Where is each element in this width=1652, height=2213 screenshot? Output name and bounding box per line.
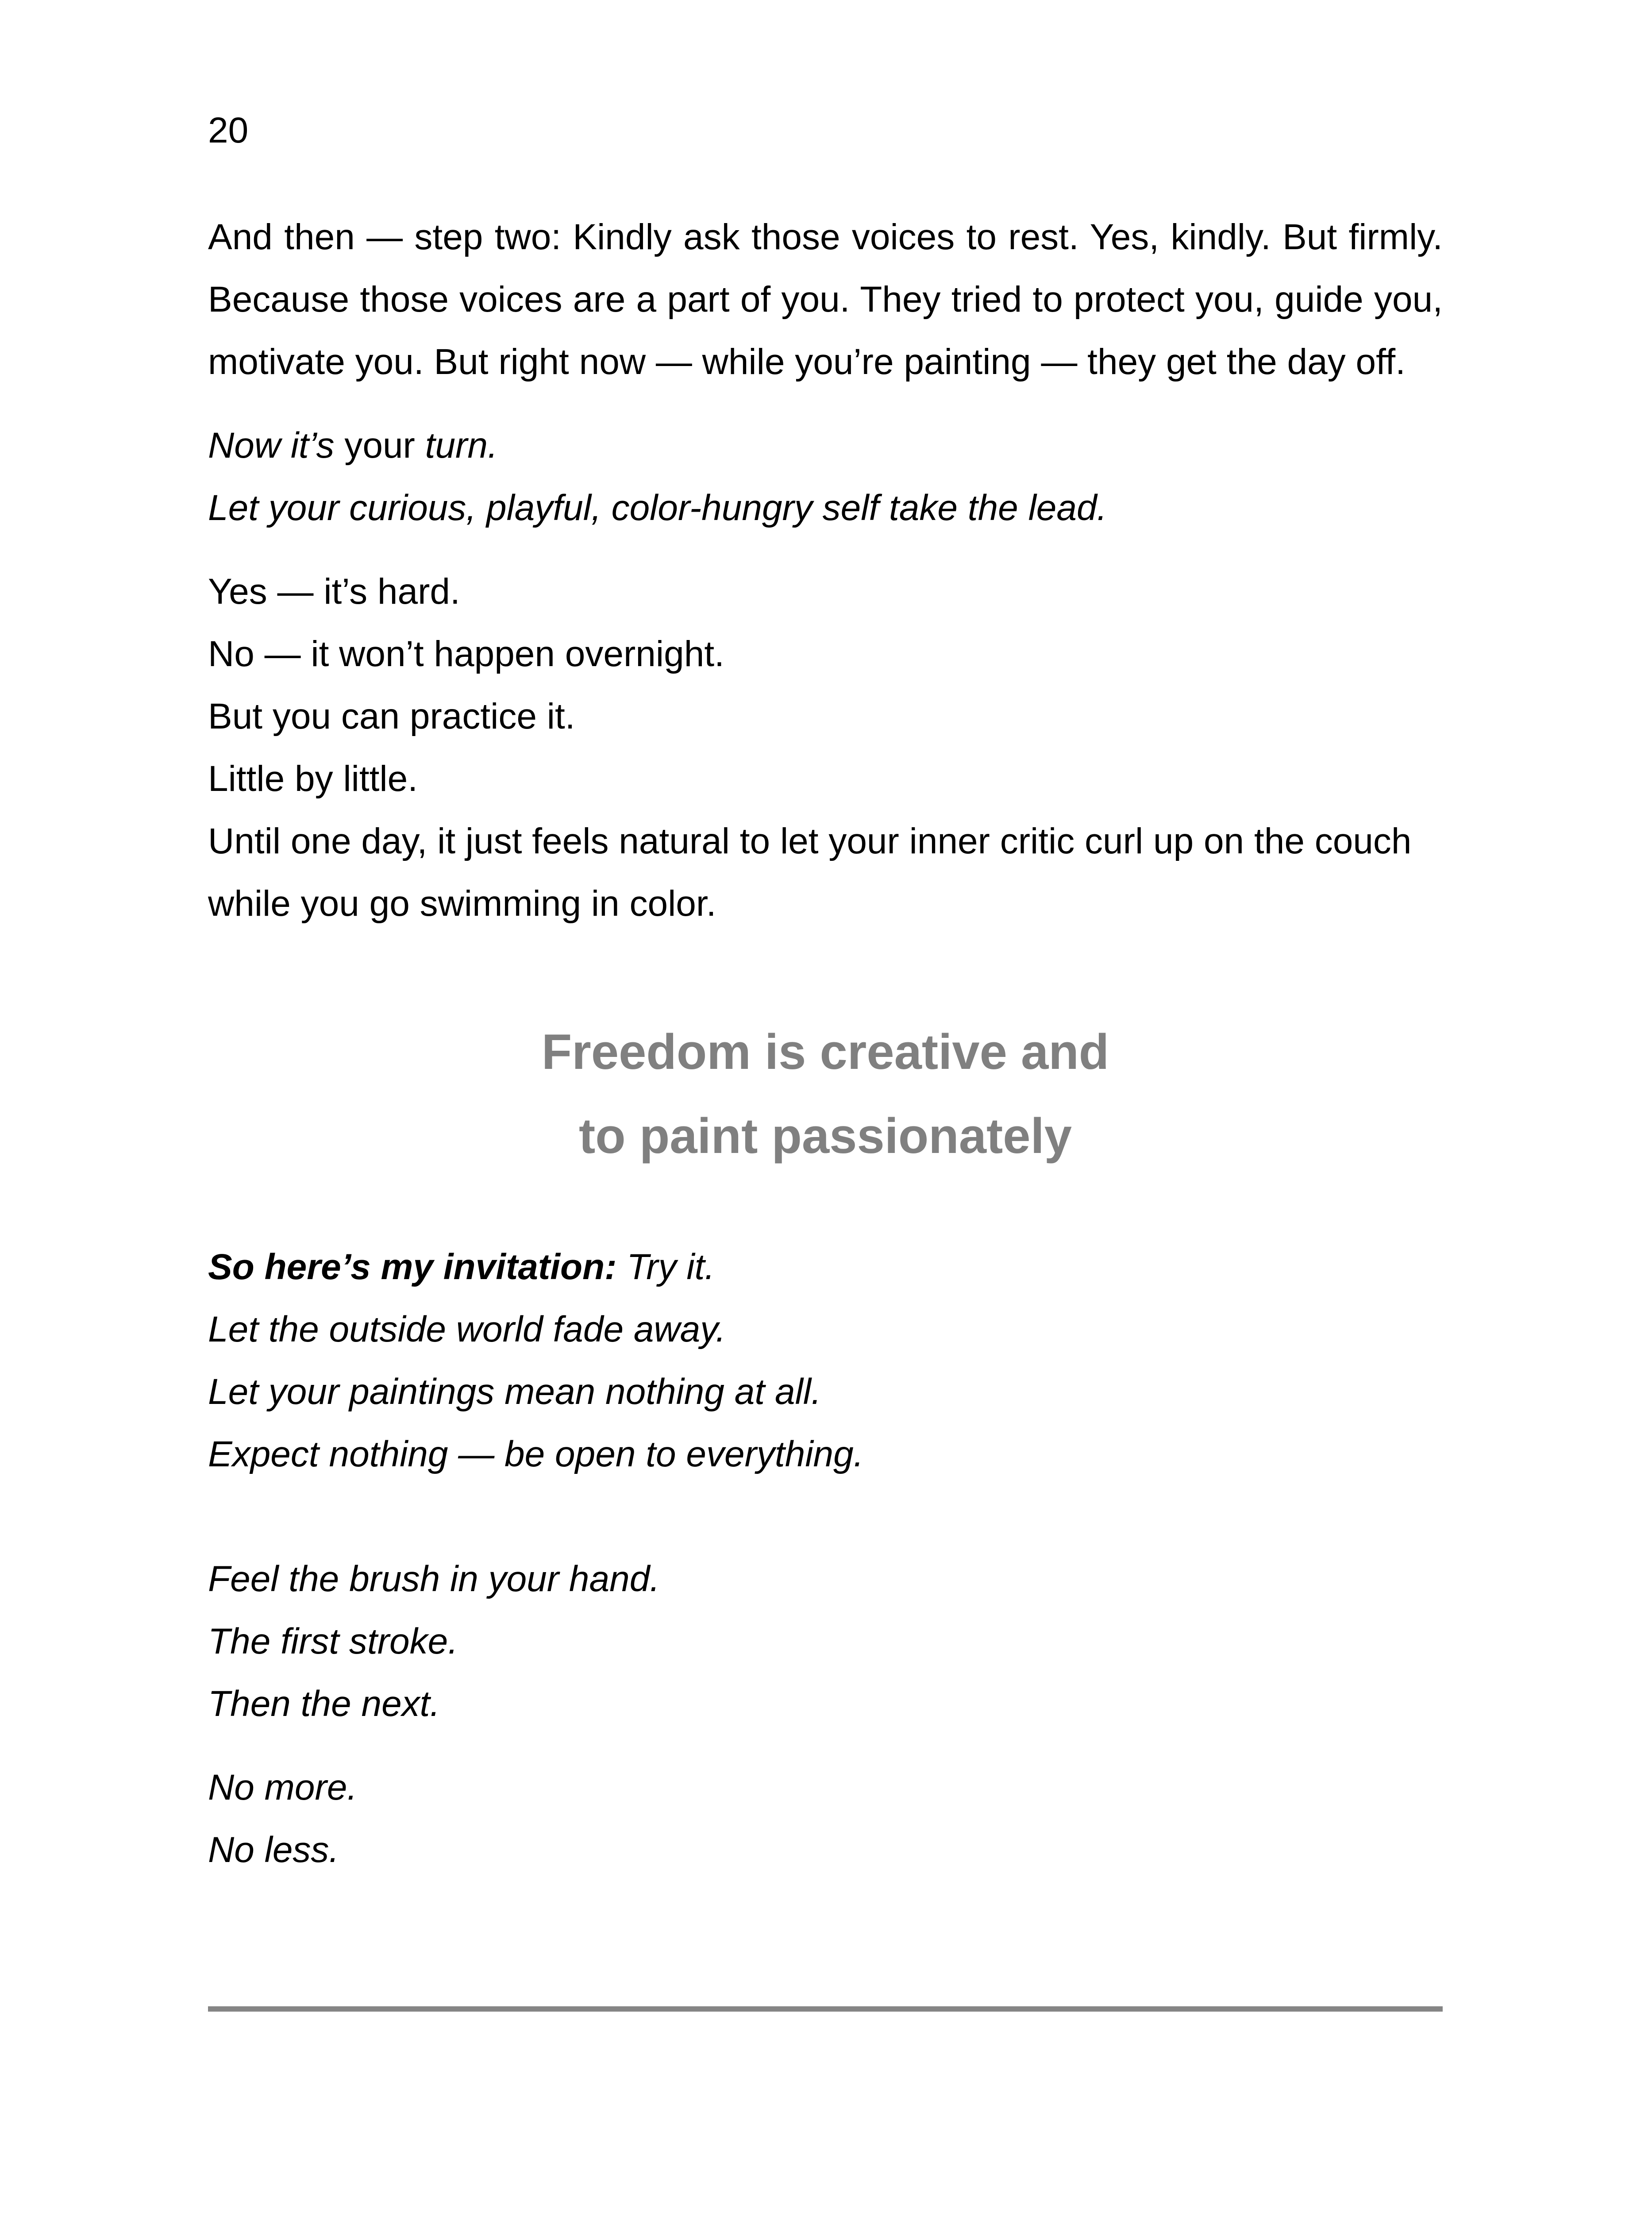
page-content [208, 206, 1443, 1881]
invitation-lead [208, 1236, 1443, 1298]
ending-line: No less. [208, 1830, 339, 1870]
turn-line-part-2: your [334, 425, 425, 466]
ending-block [208, 1756, 1443, 1881]
practice-line: Yes — it’s hard. [208, 571, 460, 612]
brush-line: Then the next. [208, 1684, 440, 1724]
section-heading [208, 1010, 1443, 1178]
invitation-line: Let your paintings mean nothing at all. [208, 1372, 821, 1412]
turn-line-part-3: turn. [425, 425, 498, 466]
turn-block [208, 414, 1443, 539]
invitation-line: Let the outside world fade away. [208, 1309, 726, 1349]
page-number: 20 [208, 110, 249, 150]
brush-line: Feel the brush in your hand. [208, 1559, 660, 1599]
practice-line: No — it won’t happen overnight. [208, 634, 724, 674]
practice-closing: Until one day, it just feels natural to let your inner critic curl up on the couch while you go swimming in color. [208, 821, 1412, 924]
practice-block [208, 560, 1443, 935]
invitation-line: Expect nothing — be open to everything. [208, 1434, 864, 1474]
heading-line-1: Freedom is creative and [541, 1024, 1109, 1080]
practice-line: But you can practice it. [208, 696, 575, 736]
turn-line-part-1: Now it’s [208, 425, 335, 466]
brush-block [208, 1548, 1443, 1735]
turn-line [208, 414, 1443, 477]
invitation-lead-bold: So here’s my invitation: [208, 1247, 617, 1287]
heading-line-2: to paint passionately [579, 1108, 1072, 1164]
lead-line: Let your curious, playful, color-hungry self take the lead. [208, 488, 1107, 528]
paragraph-step-two: And then — step two: Kindly ask those voices to rest. Yes, kindly. But firmly. Because those voices are a part of you. They tried to protect you, guide you, motivate you. But right now — while you’re painting — they get the day off. [208, 217, 1443, 382]
invitation-block [208, 1236, 1443, 1485]
horizontal-rule [208, 2006, 1443, 2012]
ending-line: No more. [208, 1767, 358, 1808]
brush-line: The first stroke. [208, 1621, 458, 1662]
invitation-lead-rest: Try it. [616, 1247, 715, 1287]
practice-line: Little by little. [208, 759, 418, 799]
